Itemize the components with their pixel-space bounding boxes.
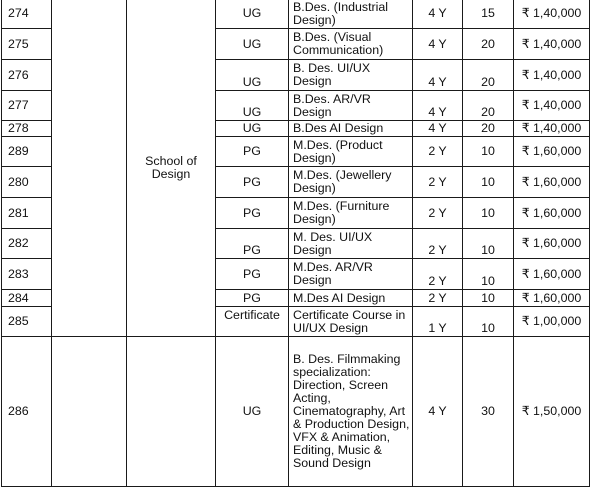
course-name: B. Des. UI/UX Design [289,60,413,91]
fee: ₹ 1,00,000 [514,307,590,337]
duration: 4 Y [413,91,463,121]
table-row [2,0,590,29]
duration: 4 Y [413,60,463,91]
serial-number: 281 [2,198,52,229]
serial-number: 289 [2,137,52,167]
seats: 15 [463,0,514,29]
fee: ₹ 1,60,000 [514,198,590,229]
fee: ₹ 1,40,000 [514,29,590,60]
course-name: Certificate Course in UI/UX Design [289,307,413,337]
course-name: M.Des. AR/VR Design [289,259,413,290]
fee: ₹ 1,40,000 [514,60,590,91]
seats: 10 [463,167,514,198]
course-name: M.Des. (Jewellery Design) [289,167,413,198]
level: PG [216,290,289,307]
seats: 10 [463,229,514,259]
serial-number: 276 [2,60,52,91]
course-name: B.Des AI Design [289,121,413,137]
seats: 20 [463,91,514,121]
fee: ₹ 1,40,000 [514,121,590,137]
level: UG [216,29,289,60]
level: UG [216,60,289,91]
school-name: School of Design [127,0,216,337]
duration: 1 Y [413,307,463,337]
fee: ₹ 1,40,000 [514,0,590,29]
fee-table [1,0,590,487]
duration: 2 Y [413,167,463,198]
course-name: B.Des. AR/VR Design [289,91,413,121]
level: PG [216,198,289,229]
fee: ₹ 1,60,000 [514,290,590,307]
level: PG [216,137,289,167]
level: PG [216,167,289,198]
blank-cell [52,0,127,337]
duration: 4 Y [413,0,463,29]
fee: ₹ 1,60,000 [514,229,590,259]
duration: 4 Y [413,29,463,60]
course-name: M. Des. UI/UX Design [289,229,413,259]
seats: 10 [463,307,514,337]
seats: 10 [463,259,514,290]
duration: 4 Y [413,121,463,137]
duration: 2 Y [413,259,463,290]
level: UG [216,337,289,487]
course-name: M.Des AI Design [289,290,413,307]
serial-number: 277 [2,91,52,121]
seats: 10 [463,198,514,229]
serial-number: 274 [2,0,52,29]
serial-number: 285 [2,307,52,337]
course-name: B.Des. (Industrial Design) [289,0,413,29]
seats: 20 [463,60,514,91]
seats: 10 [463,137,514,167]
course-name: M.Des. (Product Design) [289,137,413,167]
serial-number: 286 [2,337,52,487]
course-name: B.Des. (Visual Communication) [289,29,413,60]
table-row [2,337,590,487]
serial-number: 275 [2,29,52,60]
seats: 20 [463,29,514,60]
fee: ₹ 1,50,000 [514,337,590,487]
school-cell-empty [127,337,216,487]
duration: 2 Y [413,229,463,259]
fee: ₹ 1,60,000 [514,259,590,290]
duration: 2 Y [413,137,463,167]
blank-cell [52,337,127,487]
level: Certificate [216,307,289,337]
fee: ₹ 1,40,000 [514,91,590,121]
seats: 20 [463,121,514,137]
fee: ₹ 1,60,000 [514,137,590,167]
seats: 10 [463,290,514,307]
level: UG [216,0,289,29]
course-name: M.Des. (Furniture Design) [289,198,413,229]
serial-number: 280 [2,167,52,198]
level: UG [216,91,289,121]
level: PG [216,259,289,290]
duration: 4 Y [413,337,463,487]
fee: ₹ 1,60,000 [514,167,590,198]
level: PG [216,229,289,259]
seats: 30 [463,337,514,487]
serial-number: 284 [2,290,52,307]
duration: 2 Y [413,198,463,229]
serial-number: 278 [2,121,52,137]
duration: 2 Y [413,290,463,307]
serial-number: 283 [2,259,52,290]
serial-number: 282 [2,229,52,259]
level: UG [216,121,289,137]
course-name: B. Des. Filmmaking specialization: Direction, Screen Acting, Cinematography, Art & Production Design, VFX & Animation, Editing, Music & Sound Design [289,337,413,487]
